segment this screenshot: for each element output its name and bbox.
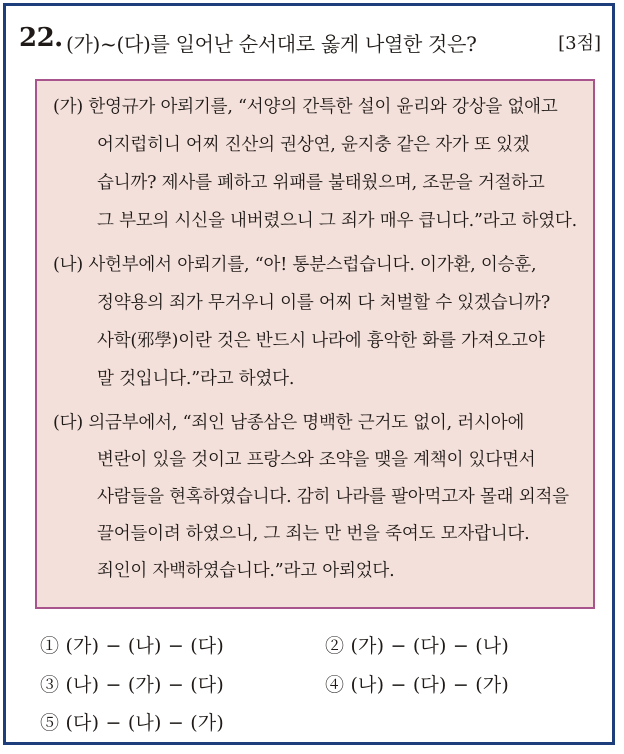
passage-line: 사학(邪學)이란 것은 반드시 나라에 흉악한 화를 가져오고야 [97, 331, 545, 351]
passage-line: (다) 의금부에서, “죄인 남종삼은 명백한 근거도 없이, 러시아에 [53, 413, 525, 433]
passage-line: (가) 한영규가 아뢰기를, “서양의 간특한 설이 윤리와 강상을 없애고 [53, 97, 558, 117]
passage-line: 끌어들이려 하였으니, 그 죄는 만 번을 죽여도 모자랍니다. [97, 524, 530, 544]
answer-option-1[interactable]: ① (가) − (나) − (다) [40, 635, 224, 657]
passage-line: 어지럽히니 어찌 진산의 권상연, 윤지충 같은 자가 또 있겠 [97, 135, 530, 155]
passage-line: 죄인이 자백하였습니다.”라고 아뢰었다. [97, 561, 395, 581]
passage-box [35, 79, 595, 609]
passage-line: 사람들을 현혹하였습니다. 감히 나라를 팔아먹고자 몰래 외적을 [97, 487, 569, 507]
answer-option-2[interactable]: ② (가) − (다) − (나) [325, 635, 509, 657]
question-number: 22. [19, 23, 63, 53]
question-points: [3점] [558, 33, 601, 54]
passage-line: 그 부모의 시신을 내버렸으니 그 죄가 매우 큽니다.”라고 하였다. [97, 211, 577, 231]
passage-line: 습니까? 제사를 폐하고 위패를 불태웠으며, 조문을 거절하고 [97, 173, 545, 193]
answer-option-3[interactable]: ③ (나) − (가) − (다) [40, 674, 224, 696]
answer-option-5[interactable]: ⑤ (다) − (나) − (가) [40, 712, 224, 734]
passage-line: 말 것입니다.”라고 하였다. [97, 369, 295, 389]
answer-option-4[interactable]: ④ (나) − (다) − (가) [325, 674, 509, 696]
passage-line: (나) 사헌부에서 아뢰기를, “아! 통분스럽습니다. 이가환, 이승훈, [53, 255, 537, 275]
passage-line: 정약용의 죄가 무거우니 이를 어찌 다 처벌할 수 있겠습니까? [97, 293, 551, 313]
question-header [19, 23, 609, 59]
passage-line: 변란이 있을 것이고 프랑스와 조약을 맺을 계책이 있다면서 [97, 450, 536, 470]
question-text: (가)~(다)를 일어난 순서대로 옳게 나열한 것은? [66, 32, 477, 56]
